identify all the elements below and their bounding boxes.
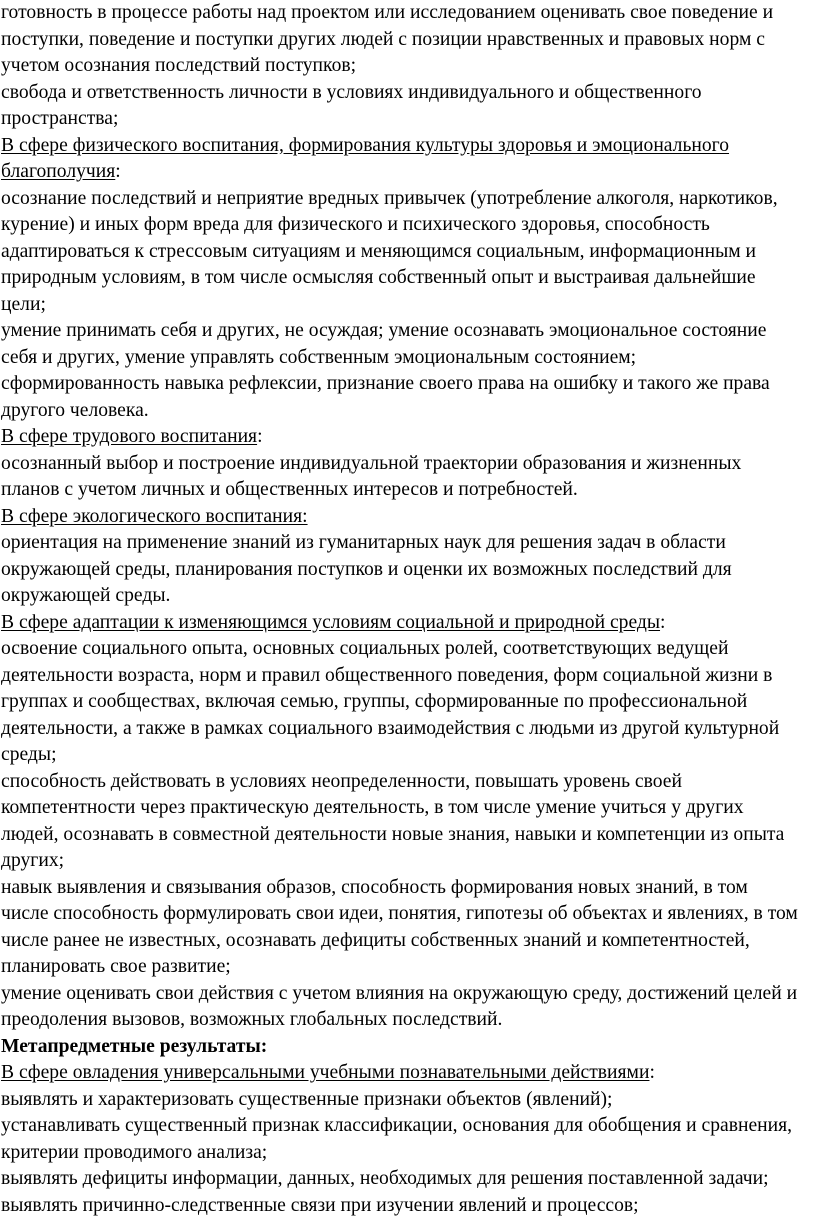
line-text: числе способность формулировать свои идеи, понятия, гипотезы об объектах и явлениях, в том [1,903,798,924]
text-line [0,1113,816,1140]
line-text: навык выявления и связывания образов, способность формирования новых знаний, в том [1,876,748,898]
text-line [0,27,816,54]
text-line [0,689,816,716]
line-text: людей, осознавать в совместной деятельности новые знания, навыки и компетенции из опыта [1,823,785,845]
line-text: благополучия [1,161,116,182]
text-line [0,848,816,875]
subsection-heading [0,159,816,186]
line-text: среды; [1,744,57,765]
line-text: окружающей среды, планирования поступков и оценки их возможных последствий для [1,558,732,580]
line-text: другого человека. [1,399,149,421]
subsection-heading [0,133,816,160]
line-text: осознанный выбор и построение индивидуальной траектории образования и жизненных [1,452,742,474]
text-line [0,318,816,345]
line-text: курение) и иных форм вреда для физического и психического здоровья, способность [1,214,710,235]
line-text: выявлять дефициты информации, данных, необходимых для решения поставленной задачи; [1,1168,769,1189]
line-text: В сфере адаптации к изменяющимся условиям социальной и природной среды [1,611,661,633]
line-text: планировать свое развитие; [1,956,231,977]
line-text: В сфере овладения универсальными учебными познавательными действиями [1,1062,650,1083]
text-line [0,636,816,663]
line-text: группах и сообществах, включая семью, группы, сформированные по профессиональной [1,691,748,712]
text-line [0,292,816,319]
line-text: пространства; [1,108,119,129]
text-line [0,53,816,80]
text-line [0,398,816,425]
line-text: компетентности через практическую деятельность, в том числе умение учиться у других [1,797,744,818]
text-line [0,1193,816,1220]
line-text: адаптироваться к стрессовым ситуациям и меняющимся социальным, информационным и [1,240,757,262]
text-line [0,80,816,107]
text-line [0,212,816,239]
line-text: преодоления вызовов, возможных глобальных последствий. [1,1009,503,1030]
line-text: свобода и ответственность личности в условиях индивидуального и общественного [1,81,702,103]
text-line [0,795,816,822]
line-text: критерии проводимого анализа; [1,1141,268,1163]
line-text: деятельности, а также в рамках социального взаимодействия с людьми из другой культурной [1,717,780,739]
text-line [0,928,816,955]
text-line [0,1007,816,1034]
line-suffix: : [115,161,121,182]
line-text: освоение социального опыта, основных социальных ролей, соответствующих ведущей [1,638,729,659]
text-line [0,1087,816,1114]
text-line [0,345,816,372]
line-text: числе ранее не известных, осознавать дефициты собственных знаний и компетентностей, [1,929,750,951]
text-line [0,901,816,928]
text-line [0,822,816,849]
text-line [0,186,816,213]
line-text: себя и других, умение управлять собственным эмоциональным состоянием; [1,346,637,368]
text-line [0,530,816,557]
line-text: устанавливать существенный признак классификации, основания для обобщения и сравнения, [1,1115,793,1136]
text-line [0,981,816,1008]
subsection-heading [0,1060,816,1087]
line-text: цели; [1,293,46,315]
text-line [0,451,816,478]
line-text: поступки, поведение и поступки других людей с позиции нравственных и правовых норм с [1,28,765,50]
line-text: учетом осознания последствий поступков; [1,55,357,76]
text-line [0,663,816,690]
line-text: осознание последствий и неприятие вредных привычек (употребление алкоголя, наркотиков, [1,187,778,209]
line-text: ориентация на применение знаний из гуманитарных наук для решения задач в области [1,532,726,553]
text-line [0,1166,816,1193]
line-text: других; [1,850,65,871]
text-line [0,954,816,981]
line-text: В сфере экологического воспитания: [1,505,308,527]
text-line [0,875,816,902]
line-text: умение оценивать свои действия с учетом влияния на окружающую среду, достижений целей и [1,982,798,1004]
line-text: Метапредметные результаты: [1,1035,268,1057]
text-line [0,239,816,266]
text-line [0,477,816,504]
text-line [0,716,816,743]
text-line [0,0,816,27]
text-line [0,742,816,769]
line-text: выявлять причинно-следственные связи при изучении явлений и процессов; [1,1194,639,1216]
subsection-heading [0,424,816,451]
line-text: способность действовать в условиях неопределенности, повышать уровень своей [1,770,682,792]
subsection-heading [0,610,816,637]
line-text: планов с учетом личных и общественных интересов и потребностей. [1,479,578,500]
line-text: деятельности возраста, норм и правил общественного поведения, форм социальной жизни в [1,664,773,686]
text-line [0,769,816,796]
text-line [0,265,816,292]
section-heading [0,1034,816,1061]
text-line [0,371,816,398]
line-text: выявлять и характеризовать существенные признаки объектов (явлений); [1,1088,613,1110]
line-suffix: : [257,426,263,447]
text-line [0,106,816,133]
line-suffix: : [649,1062,655,1083]
line-text: природным условиям, в том числе осмысляя собственный опыт и выстраивая дальнейшие [1,267,756,288]
line-text: умение принимать себя и других, не осуждая; умение осознавать эмоциональное состояние [1,320,767,341]
line-text: окружающей среды. [1,585,171,606]
line-suffix: : [660,611,666,633]
line-text: В сфере трудового воспитания [1,426,258,447]
text-line [0,1140,816,1167]
line-text: сформированность навыка рефлексии, признание своего права на ошибку и такого же права [1,373,770,394]
subsection-heading [0,504,816,531]
text-line [0,583,816,610]
text-line [0,557,816,584]
line-text: готовность в процессе работы над проектом или исследованием оценивать свое поведение и [1,2,774,23]
line-text: В сфере физического воспитания, формирования культуры здоровья и эмоционального [1,134,730,156]
